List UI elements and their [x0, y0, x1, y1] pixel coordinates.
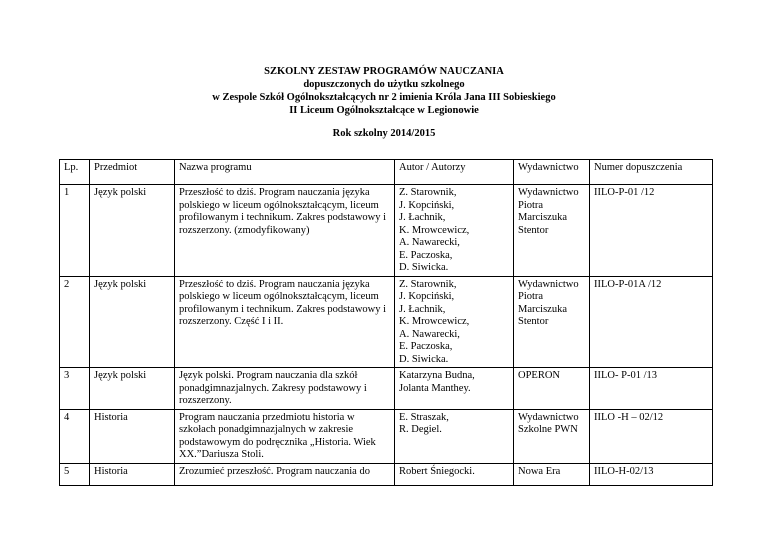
cell-subject: Historia	[90, 409, 175, 463]
header-number: Numer dopuszczenia	[590, 160, 713, 185]
cell-lp: 3	[60, 368, 90, 410]
cell-subject: Historia	[90, 463, 175, 485]
cell-authors: Z. Starownik, J. Kopciński, J. Łachnik, K. Mrowcewicz, A. Nawarecki, E. Paczoska, D. Siwicka.	[395, 185, 514, 277]
cell-number: IILO-H-02/13	[590, 463, 713, 485]
cell-lp: 2	[60, 276, 90, 368]
cell-subject: Język polski	[90, 276, 175, 368]
school-year: Rok szkolny 2014/2015	[332, 128, 436, 139]
cell-lp: 5	[60, 463, 90, 485]
header-program: Nazwa programu	[175, 160, 395, 185]
table-row	[60, 409, 713, 463]
cell-subject: Język polski	[90, 185, 175, 277]
header-subject: Przedmiot	[90, 160, 175, 185]
cell-program: Program nauczania przedmiotu historia w szkołach ponadgimnazjalnych w zakresie podstawowym do podręcznika „Historia. Wiek XX.”Dariusza Stoli.	[175, 409, 395, 463]
programs-table	[59, 159, 713, 486]
cell-publisher: Wydawnictwo Piotra Marciszuka Stentor	[514, 276, 590, 368]
document-subtitle: dopuszczonych do użytku szkolnego	[303, 79, 465, 90]
header-publisher: Wydawnictwo	[514, 160, 590, 185]
header-lp: Lp.	[60, 160, 90, 185]
cell-program: Zrozumieć przeszłość. Program nauczania do	[175, 463, 395, 485]
cell-number: IILO-P-01 /12	[590, 185, 713, 277]
cell-program: Język polski. Program nauczania dla szkół ponadgimnazjalnych. Zakresy podstawowy i rozszerzony.	[175, 368, 395, 410]
cell-publisher: Nowa Era	[514, 463, 590, 485]
cell-number: IILO -H – 02/12	[590, 409, 713, 463]
table-row	[60, 368, 713, 410]
cell-authors: Katarzyna Budna, Jolanta Manthey.	[395, 368, 514, 410]
cell-authors: E. Straszak, R. Degiel.	[395, 409, 514, 463]
header-authors: Autor / Autorzy	[395, 160, 514, 185]
cell-subject: Język polski	[90, 368, 175, 410]
table-header-row	[60, 160, 713, 185]
cell-publisher: Wydawnictwo Piotra Marciszuka Stentor	[514, 185, 590, 277]
cell-number: IILO-P-01A /12	[590, 276, 713, 368]
cell-publisher: Wydawnictwo Szkolne PWN	[514, 409, 590, 463]
table-row	[60, 276, 713, 368]
document-header	[0, 65, 768, 117]
cell-authors: Robert Śniegocki.	[395, 463, 514, 485]
cell-program: Przeszłość to dziś. Program nauczania języka polskiego w liceum ogólnokształcącym, liceum profilowanym i technikum. Zakres podstawowy i rozszerzony. Część I i II.	[175, 276, 395, 368]
document-title: SZKOLNY ZESTAW PROGRAMÓW NAUCZANIA	[264, 66, 504, 77]
cell-lp: 4	[60, 409, 90, 463]
cell-lp: 1	[60, 185, 90, 277]
table-row	[60, 185, 713, 277]
cell-program: Przeszłość to dziś. Program nauczania języka polskiego w liceum ogólnokształcącym, liceum profilowanym i technikum. Zakres podstawowy i rozszerzony. (zmodyfikowany)	[175, 185, 395, 277]
cell-number: IILO- P-01 /13	[590, 368, 713, 410]
school-unit: II Liceum Ogólnokształcące w Legionowie	[289, 105, 479, 116]
school-name: w Zespole Szkół Ogólnokształcących nr 2 imienia Króla Jana III Sobieskiego	[212, 92, 556, 103]
cell-publisher: OPERON	[514, 368, 590, 410]
table-row	[60, 463, 713, 485]
cell-authors: Z. Starownik, J. Kopciński, J. Łachnik, K. Mrowcewicz, A. Nawarecki, E. Paczoska, D. Siwicka.	[395, 276, 514, 368]
